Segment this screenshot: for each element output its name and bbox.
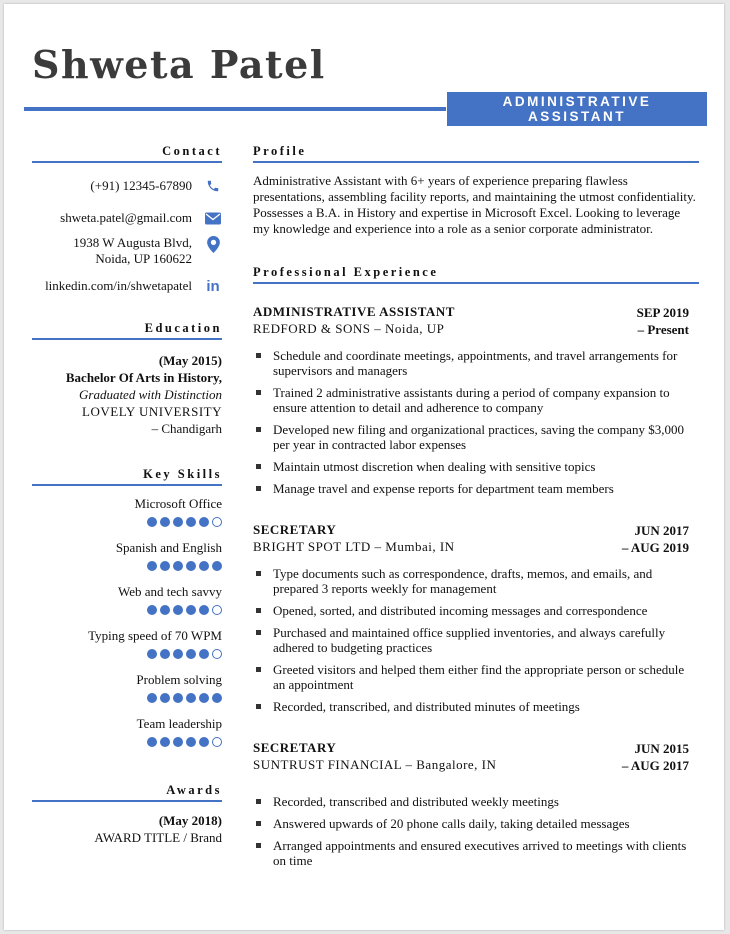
skill-item [32,716,222,747]
job-date-end: – Present [637,322,689,337]
experience-heading: Professional Experience [253,265,699,284]
right-column [253,144,699,875]
skill-item [32,672,222,703]
rating-dot-filled [160,605,170,615]
job-company: REDFORD & SONS – Noida, UP [253,321,445,336]
job-entry [253,304,699,496]
job-date-end: – AUG 2019 [621,540,689,555]
skill-name: Problem solving [136,672,222,687]
rating-dot-filled [212,693,222,703]
rating-dot-filled [186,649,196,659]
rating-dot-filled [147,737,157,747]
job-header-left [253,740,496,774]
resume-page [4,4,724,930]
job-header-left [253,522,455,556]
contact-linkedin[interactable]: linkedin.com/in/shwetapatel [45,278,192,293]
rating-dot-filled [160,649,170,659]
rating-dot-filled [173,517,183,527]
rating-dot-filled [173,561,183,571]
rating-dot-filled [186,605,196,615]
job-title-line1: ADMINISTRATIVE [502,94,652,109]
skills-list [32,496,222,747]
contact-address [73,235,192,267]
job-bullet: Maintain utmost discretion when dealing with sensitive topics [273,459,699,474]
skills-heading: Key Skills [32,467,222,486]
job-date-start: SEP 2019 [636,305,689,320]
job-bullets [253,794,699,868]
job-title: ADMINISTRATIVE ASSISTANT [253,304,455,319]
job-dates [637,304,699,338]
job-date-start: JUN 2017 [634,523,689,538]
job-title: SECRETARY [253,522,337,537]
rating-dot-empty [212,605,222,615]
education-heading: Education [32,321,222,340]
contact-email[interactable]: shweta.patel@gmail.com [60,210,192,225]
job-title-line2: ASSISTANT [527,109,626,124]
skill-item [32,628,222,659]
rating-dot-filled [199,517,209,527]
awards-heading: Awards [32,783,222,802]
rating-dot-filled [147,649,157,659]
job-bullet: Opened, sorted, and distributed incoming messages and correspondence [273,603,699,618]
linkedin-icon: in [206,277,220,295]
award-date: (May 2018) [158,813,222,828]
job-bullet: Manage travel and expense reports for department team members [273,481,699,496]
rating-dot-filled [160,737,170,747]
skill-name: Typing speed of 70 WPM [88,628,222,643]
skill-item [32,540,222,571]
contact-heading: Contact [32,144,222,163]
skill-rating [32,517,222,527]
skill-name: Web and tech savvy [118,584,222,599]
job-bullet: Arranged appointments and ensured executives arrived to meetings with clients on time [273,838,699,868]
job-dates [622,522,699,556]
rating-dot-filled [186,517,196,527]
job-header [253,522,699,556]
education-entry [32,352,222,437]
job-bullet: Greeted visitors and helped them either find the appropriate person or schedule an appointment [273,662,699,692]
contact-address-row [32,235,222,267]
rating-dot-filled [199,605,209,615]
skill-rating [32,693,222,703]
rating-dot-empty [212,737,222,747]
job-bullet: Recorded, transcribed, and distributed minutes of meetings [273,699,699,714]
contact-phone[interactable]: (+91) 12345-67890 [90,178,192,193]
job-bullet: Schedule and coordinate meetings, appointments, and travel arrangements for supervisors and managers [273,348,699,378]
award-entry [32,812,222,846]
skill-rating [32,561,222,571]
rating-dot-filled [199,649,209,659]
job-header [253,740,699,774]
rating-dot-empty [212,517,222,527]
rating-dot-filled [199,693,209,703]
job-company: SUNTRUST FINANCIAL – Bangalore, IN [253,757,497,772]
rating-dot-filled [199,737,209,747]
skill-item [32,584,222,615]
header-rule [24,107,446,111]
job-dates [622,740,699,774]
rating-dot-filled [186,737,196,747]
rating-dot-filled [160,561,170,571]
skill-item [32,496,222,527]
skill-rating [32,605,222,615]
job-bullets [253,348,699,496]
job-bullet: Trained 2 administrative assistants during a period of company expansion to ensure attention to detail and adherence to company [273,385,699,415]
rating-dot-filled [173,605,183,615]
job-bullet: Developed new filing and organizational practices, saving the company $3,000 per year in contracted labor expenses [273,422,699,452]
rating-dot-filled [173,649,183,659]
rating-dot-empty [212,649,222,659]
education-school: LOVELY UNIVERSITY [82,404,222,419]
rating-dot-filled [186,693,196,703]
job-bullet: Answered upwards of 20 phone calls daily, taking detailed messages [273,816,699,831]
job-entry [253,740,699,868]
contact-phone-row [32,177,222,195]
contact-linkedin-row [32,277,222,295]
education-degree: Bachelor Of Arts in History, [65,370,222,385]
job-bullet: Recorded, transcribed and distributed weekly meetings [273,794,699,809]
rating-dot-filled [147,561,157,571]
contact-email-row [32,209,222,227]
skill-name: Microsoft Office [134,496,222,511]
rating-dot-filled [173,737,183,747]
job-entry [253,522,699,714]
rating-dot-filled [160,693,170,703]
profile-text: Administrative Assistant with 6+ years of experience preparing flawless presentations, assembling facility reports, and maintaining the utmost confidentiality. Possesses a B.A. in History and expertise in Microsoft Excel. Looking to leverage my knowledge and experience into a role as a senior corporate administrator. [253,173,696,236]
job-bullet: Type documents such as correspondence, drafts, memos, and emails, and prepared 3 reports weekly for management [273,566,699,596]
job-date-start: JUN 2015 [634,741,689,756]
rating-dot-filled [186,561,196,571]
candidate-name: Shweta Patel [32,42,326,87]
award-title: AWARD TITLE / Brand [94,830,222,845]
location-pin-icon [204,235,222,253]
skill-rating [32,737,222,747]
rating-dot-filled [173,693,183,703]
envelope-icon [204,209,222,227]
rating-dot-filled [147,605,157,615]
skill-name: Spanish and English [115,540,222,555]
contact-address-line2: Noida, UP 160622 [95,251,192,266]
skill-name: Team leadership [136,716,222,731]
education-date: (May 2015) [158,353,222,368]
phone-icon [204,177,222,195]
job-company: BRIGHT SPOT LTD – Mumbai, IN [253,539,455,554]
job-date-end: – AUG 2017 [621,758,689,773]
job-header [253,304,699,338]
rating-dot-filled [212,561,222,571]
job-title: SECRETARY [253,740,337,755]
left-column [32,144,222,846]
rating-dot-filled [147,693,157,703]
education-location: – Chandigarh [151,421,222,436]
profile-heading: Profile [253,144,699,163]
experience-list [253,304,699,868]
job-title-banner [447,92,707,126]
rating-dot-filled [147,517,157,527]
contact-address-line1: 1938 W Augusta Blvd, [73,235,192,250]
job-header-left [253,304,455,338]
rating-dot-filled [160,517,170,527]
skill-rating [32,649,222,659]
job-bullets [253,566,699,714]
education-honor: Graduated with Distinction [79,387,222,402]
rating-dot-filled [199,561,209,571]
job-bullet: Purchased and maintained office supplied inventories, and always carefully adhered to budgeting practices [273,625,699,655]
